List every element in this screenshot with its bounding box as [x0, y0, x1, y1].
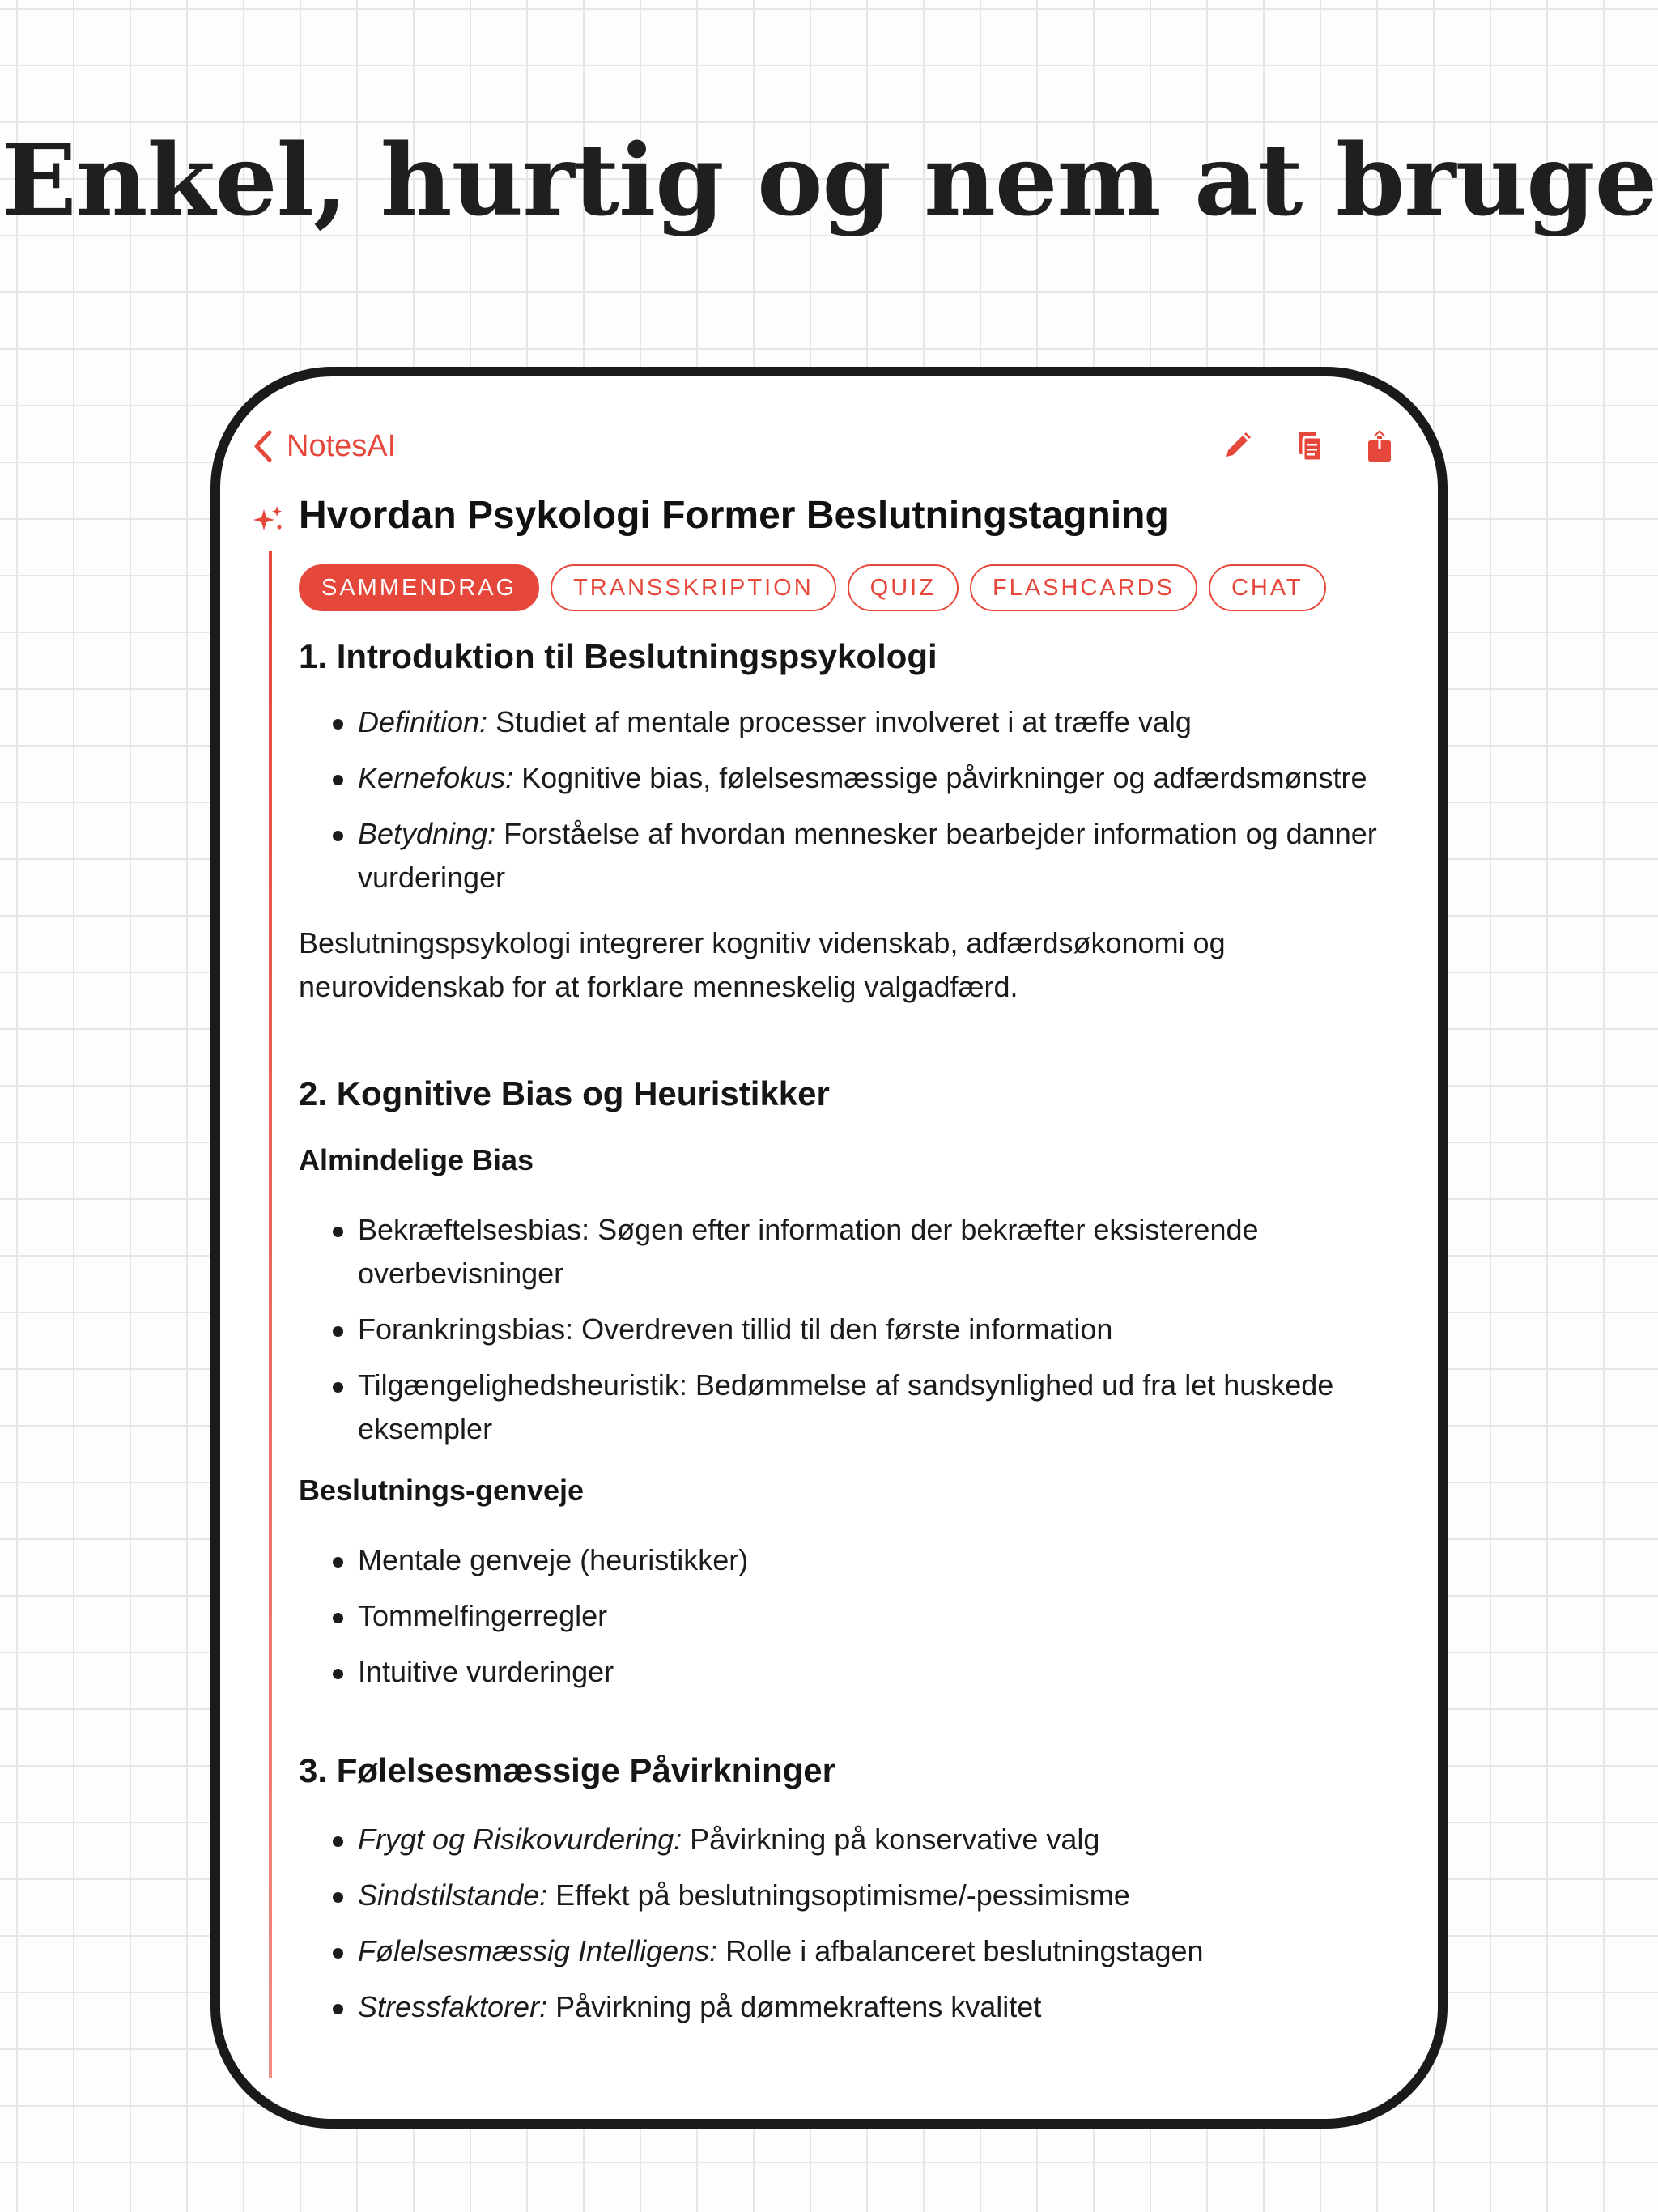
- navigation-bar: [253, 423, 1405, 469]
- tablet-frame: [210, 367, 1448, 2129]
- list-item: [331, 700, 1405, 744]
- bullet-term: Kernefokus:: [358, 761, 514, 794]
- bullet-text: Studiet af mentale processer involveret i at træffe valg: [487, 705, 1192, 738]
- back-button[interactable]: [253, 429, 396, 464]
- bullet-list: [299, 1538, 1405, 1694]
- list-item: [331, 1985, 1405, 2029]
- list-item: Forankringsbias: Overdreven tillid til den første information: [331, 1308, 1405, 1351]
- list-item: [331, 812, 1405, 900]
- page-headline: Enkel, hurtig og nem at bruge: [1, 121, 1657, 238]
- back-button-label: NotesAI: [287, 428, 397, 463]
- list-item: [331, 1818, 1405, 1861]
- tab-quiz[interactable]: QUIZ: [848, 564, 959, 611]
- bullet-list: [299, 1208, 1405, 1451]
- bullet-text: Effekt på beslutningsoptimisme/-pessimisme: [547, 1878, 1130, 1912]
- list-item: Tilgængelighedsheuristik: Bedømmelse af sandsynlighed ud fra let huskede eksempler: [331, 1363, 1405, 1451]
- section-heading: 1. Introduktion til Beslutningspsykologi: [299, 637, 937, 675]
- bullet-text: Kognitive bias, følelsesmæssige påvirkninger og adfærdsmønstre: [513, 761, 1367, 794]
- sparkle-icon: [251, 503, 287, 538]
- list-item: [331, 1929, 1405, 1973]
- bullet-text: Rolle i afbalanceret beslutningstagen: [717, 1934, 1204, 1967]
- bullet-term: Definition:: [358, 705, 488, 738]
- chevron-left-icon: [253, 430, 274, 462]
- toolbar-actions: [1219, 428, 1405, 464]
- tab-chat[interactable]: CHAT: [1209, 564, 1326, 611]
- tab-transskription[interactable]: TRANSSKRIPTION: [551, 564, 836, 611]
- subsection-heading: Beslutnings-genveje: [299, 1474, 585, 1507]
- tab-flashcards[interactable]: FLASHCARDS: [970, 564, 1197, 611]
- copy-icon[interactable]: [1290, 428, 1326, 464]
- share-icon[interactable]: [1362, 428, 1397, 464]
- tab-bar: [299, 564, 1405, 611]
- bullet-list: [299, 1818, 1405, 2029]
- bullet-term: Betydning:: [358, 817, 496, 850]
- bullet-term: Stressfaktorer:: [358, 1990, 548, 2023]
- bullet-term: Følelsesmæssig Intelligens:: [358, 1934, 718, 1967]
- tab-sammendrag[interactable]: SAMMENDRAG: [299, 564, 539, 611]
- note-content: [299, 490, 1405, 2087]
- list-item: Intuitive vurderinger: [331, 1650, 1405, 1694]
- section-heading: 2. Kognitive Bias og Heuristikker: [299, 1074, 830, 1112]
- bullet-term: Sindstilstande:: [358, 1878, 548, 1912]
- bullet-text: Påvirkning på konservative valg: [682, 1823, 1100, 1856]
- list-item: Tommelfingerregler: [331, 1594, 1405, 1638]
- note-title: Hvordan Psykologi Former Beslutningstagning: [299, 494, 1169, 537]
- bullet-text: Forståelse af hvordan mennesker bearbejder information og danner vurderinger: [358, 817, 1377, 894]
- list-item: Mentale genveje (heuristikker): [331, 1538, 1405, 1582]
- ai-summary-indicator-line: [269, 551, 272, 2078]
- list-item: Bekræftelsesbias: Søgen efter information der bekræfter eksisterende overbevisninger: [331, 1208, 1405, 1295]
- pencil-icon[interactable]: [1219, 428, 1255, 464]
- section-paragraph: Beslutningspsykologi integrerer kognitiv videnskab, adfærdsøkonomi og neurovidenskab for at forklare menneskelig valgadfærd.: [299, 926, 1226, 1003]
- bullet-term: Frygt og Risikovurdering:: [358, 1823, 682, 1856]
- list-item: [331, 756, 1405, 800]
- bullet-text: Påvirkning på dømmekraftens kvalitet: [547, 1990, 1042, 2023]
- list-item: [331, 1874, 1405, 1917]
- bullet-list: [299, 700, 1405, 900]
- app-screen: [220, 376, 1438, 2119]
- subsection-heading: Almindelige Bias: [299, 1143, 534, 1176]
- section-heading: 3. Følelsesmæssige Påvirkninger: [299, 1751, 835, 1789]
